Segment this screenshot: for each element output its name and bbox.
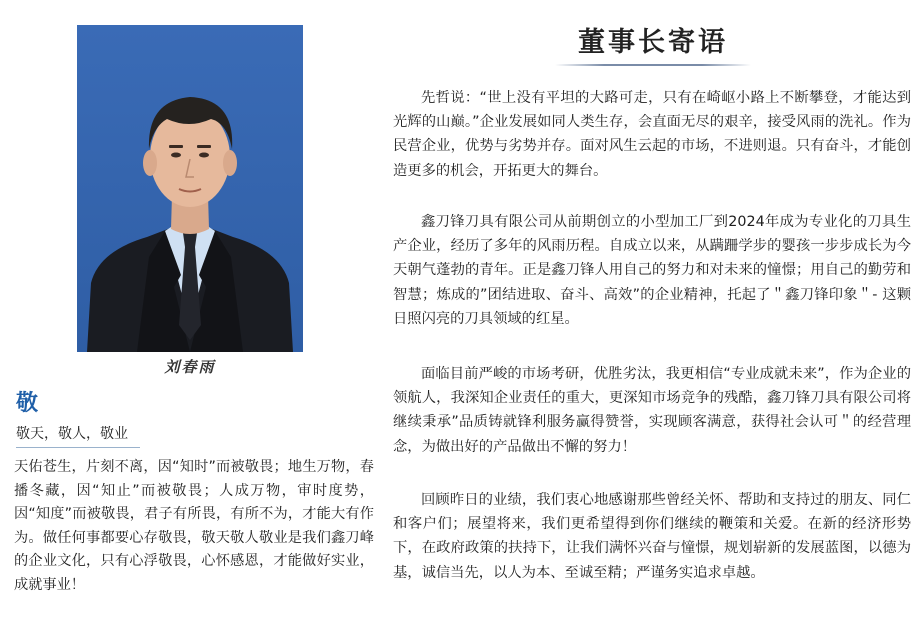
message-paragraph: 面临目前严峻的市场考研，优胜劣汰，我更相信“专业成就未来”，作为企业的领航人，我深知企业责任的重大，更深知市场竞争的残酷，鑫刀锋刀具有限公司将继续秉承”品质铸就锋利服务赢得赞誉，实现顾客满意，获得社会认可＂的经营理念，为做出好的产品做出不懈的努力！ (393, 366, 911, 455)
message-paragraph: 鑫刀锋刀具有限公司从前期创立的小型加工厂到2024年成为专业化的刀具生产企业，经历了多年的风雨历程。自成立以来，从蹒跚学步的婴孩一步步成长为今天朝气蓬勃的青年。正是鑫刀锋人用自己的努力和对未来的憧憬；用自己的勤劳和智慧；炼成的”团结进取、奋斗、高效”的企业精神，托起了＂鑫刀锋印象＂- 这颗日照闪亮的刀具领域的红星。 (393, 214, 911, 327)
chairman-portrait (77, 25, 303, 352)
title-underline (555, 64, 751, 66)
message-paragraph: 回顾昨日的业绩，我们衷心地感谢那些曾经关怀、帮助和支持过的朋友、同仁和客户们；展望将来，我们更希望得到你们继续的鞭策和关爱。在新的经济形势下，在政府政策的扶持下，让我们满怀兴奋与憧憬，规划崭新的发展蓝图，以德为基，诚信当先，以人为本、至诚至精；严谨务实追求卓越。 (393, 492, 911, 581)
motto-body: 天佑苍生，片刻不离，因“知时”而被敬畏；地生万物，春播冬藏，因“知止”而被敬畏；人成万物，审时度势，因“知度”而被敬畏，君子有所畏，有所不为，才能大有作为。做任何事都要心存敬畏，敬天敬人敬业是我们鑫刀峰的企业文化，只有心浮敬畏，心怀感恩，才能做好实业，成就事业！ (14, 459, 374, 593)
portrait-illustration (77, 25, 303, 352)
motto-heading: 敬 (16, 391, 39, 416)
message-paragraph: 先哲说：“世上没有平坦的大路可走，只有在崎岖小路上不断攀登，才能达到光辉的山巅。”企业发展如同人类生存，会直面无尽的艰辛，接受风雨的洗礼。作为民营企业，优势与劣势并存。面对风生云起的市场，不进则退。只有奋斗，才能创造更多的机会，开拓更大的舞台。 (393, 90, 911, 179)
portrait-name-caption: 刘春雨 (164, 358, 216, 376)
message-title: 董事长寄语 (578, 27, 728, 58)
motto-subheading: 敬天，敬人，敬业 (16, 423, 140, 448)
